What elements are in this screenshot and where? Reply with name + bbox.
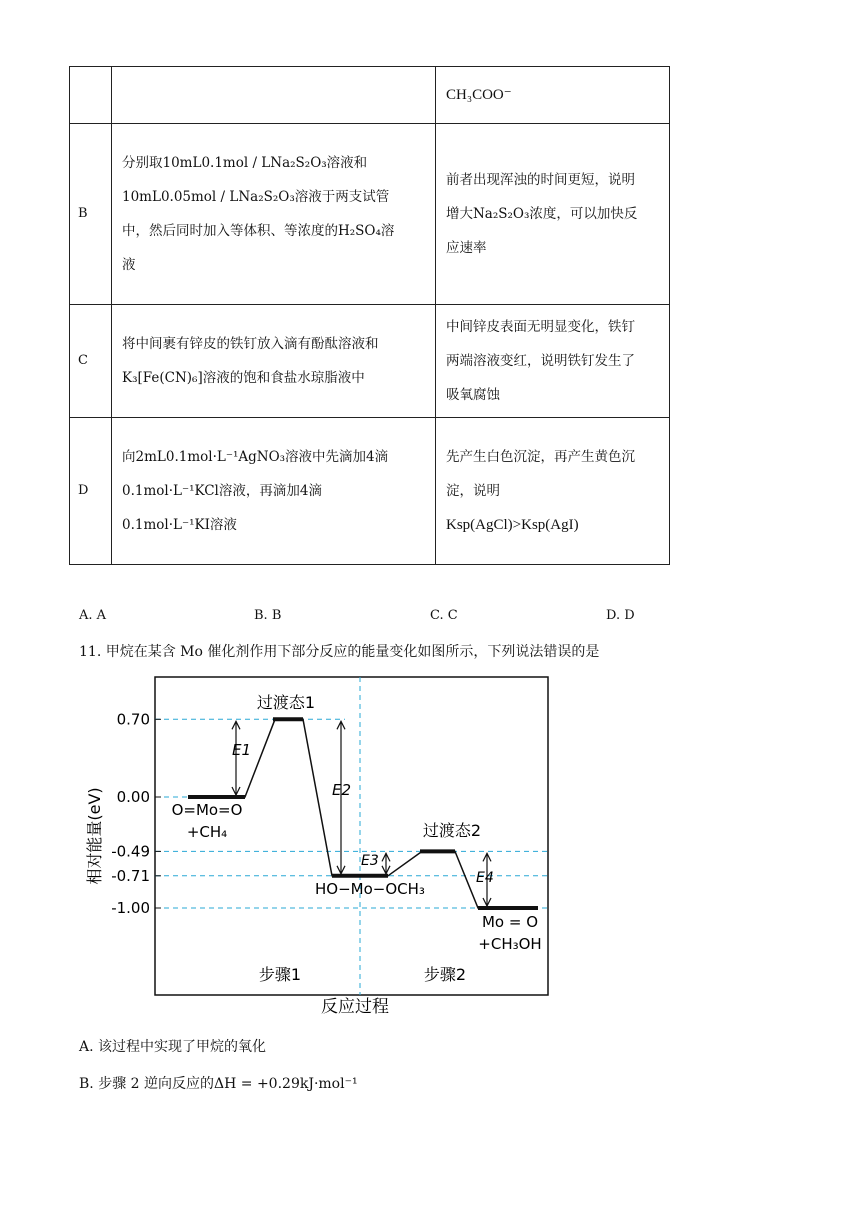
energy-label: E4 (476, 870, 494, 886)
row-method (112, 418, 436, 565)
energy-label: E1 (232, 741, 252, 759)
energy-arrows (232, 721, 491, 906)
level-label: O=Mo=O (171, 801, 243, 819)
option-a[interactable]: A. A (79, 608, 107, 623)
y-tick-label: 0.70 (116, 710, 150, 729)
energy-label: E3 (361, 853, 379, 869)
result-line: 前者出现浑浊的时间更短，说明 (446, 172, 635, 188)
y-axis-label: 相对能量(eV) (85, 787, 104, 885)
level-label: +CH₃OH (478, 935, 542, 953)
energy-label: E2 (332, 781, 352, 799)
option-c[interactable]: C. C (430, 608, 458, 623)
step-label: 步骤1 (258, 965, 302, 984)
method-line: 分别取10mL0.1mol / LNa₂S₂O₃溶液和 (122, 155, 368, 171)
result-line: 淀，说明 (446, 483, 500, 499)
question-text: 11. 甲烷在某含 Mo 催化剂作用下部分反应的能量变化如图所示，下列说法错误的是 (79, 644, 600, 660)
method-line: 向2mL0.1mol·L⁻¹AgNO₃溶液中先滴加4滴 (122, 449, 389, 465)
table-row (70, 67, 670, 124)
result-line: 两端溶液变红，说明铁钉发生了 (446, 353, 635, 369)
level-label: +CH₄ (186, 823, 228, 841)
method-line: 中，然后同时加入等体积、等浓度的H₂SO₄溶 (122, 223, 395, 239)
result-line: 中间锌皮表面无明显变化，铁钉 (446, 319, 635, 335)
row-result (436, 124, 670, 305)
table-row (70, 124, 670, 305)
level-label: Mo = O (481, 913, 539, 931)
row-result: CH₃COO⁻ (436, 67, 670, 124)
row-key: B (70, 124, 112, 305)
method-line: 0.1mol·L⁻¹KCl溶液，再滴加4滴 (122, 483, 322, 499)
method-line: 10mL0.05mol / LNa₂S₂O₃溶液于两支试管 (122, 189, 390, 205)
row-result (436, 418, 670, 565)
level-label: 过渡态2 (422, 821, 482, 840)
result-line: 应速率 (446, 240, 487, 256)
method-line: 液 (122, 257, 136, 273)
method-line: 将中间裹有锌皮的铁钉放入滴有酚酞溶液和 (122, 336, 379, 352)
result-line: Ksp(AgCl)>Ksp(AgI) (446, 517, 579, 533)
level-label: 过渡态1 (256, 693, 316, 712)
table-row (70, 418, 670, 565)
y-tick-label: -0.71 (111, 866, 150, 885)
method-line: 0.1mol·L⁻¹KI溶液 (122, 517, 237, 533)
option-b[interactable]: B. B (254, 608, 282, 623)
x-axis-label: 反应过程 (321, 997, 389, 1017)
y-tick-labels (111, 710, 150, 917)
answer-a: A. 该过程中实现了甲烷的氧化 (79, 1039, 267, 1055)
row-result (436, 305, 670, 418)
table-row (70, 305, 670, 418)
row-key: D (70, 418, 112, 565)
y-tick-label: -0.49 (111, 842, 150, 861)
result-line: 先产生白色沉淀，再产生黄色沉 (446, 449, 635, 465)
result-line: 增大Na₂S₂O₃浓度，可以加快反 (446, 206, 638, 222)
energy-diagram (70, 670, 570, 1020)
y-tick-label: -1.00 (111, 899, 150, 917)
method-line: K₃[Fe(CN)₆]溶液的饱和食盐水琼脂液中 (122, 370, 365, 386)
option-d[interactable]: D. D (606, 608, 635, 623)
row-method (112, 67, 436, 124)
experiment-table (69, 66, 670, 565)
answer-b: B. 步骤 2 逆向反应的ΔH = +0.29kJ·mol⁻¹ (79, 1076, 358, 1092)
row-key: C (70, 305, 112, 418)
y-tick-label: 0.00 (116, 788, 150, 806)
result-line: 吸氧腐蚀 (446, 387, 500, 403)
step-label: 步骤2 (423, 965, 467, 984)
level-label: HO−Mo−OCH₃ (315, 880, 425, 898)
row-key (70, 67, 112, 124)
row-method (112, 305, 436, 418)
row-method (112, 124, 436, 305)
